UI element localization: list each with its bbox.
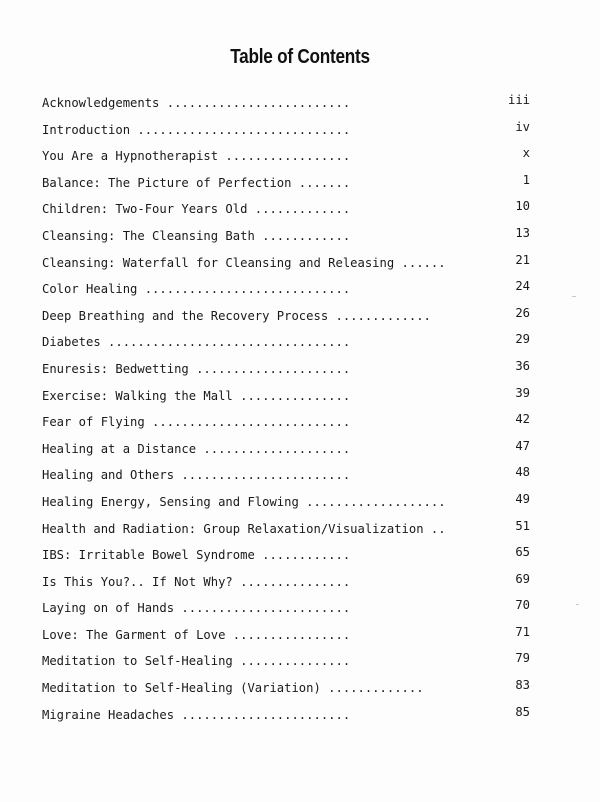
toc-entry — [42, 412, 530, 442]
toc-entry — [42, 225, 530, 256]
toc-entry-page: 69 — [515, 571, 530, 586]
toc-entry-title: Healing at a Distance .................... — [42, 441, 358, 456]
toc-entry — [42, 279, 530, 309]
toc-entry — [42, 545, 530, 575]
toc-entry-title: Healing and Others ....................... — [42, 468, 358, 483]
toc-entry-title: Laying on of Hands ....................... — [42, 601, 358, 616]
toc-entry — [42, 491, 530, 522]
toc-entry-title: Is This You?.. If Not Why? ............... — [42, 574, 358, 589]
toc-entry — [42, 385, 530, 416]
scan-speck — [576, 604, 579, 605]
toc-entry-title: Enuresis: Bedwetting ..................... — [42, 361, 358, 376]
toc-entry-page: 26 — [515, 305, 530, 320]
toc-entry-title: Exercise: Walking the Mall ............... — [42, 388, 358, 403]
toc-entry-page: iv — [515, 119, 530, 134]
toc-entry-page: 13 — [515, 225, 530, 240]
toc-entry-page: iii — [507, 93, 530, 107]
toc-entry — [42, 332, 530, 362]
toc-entry-title: Migraine Headaches ....................... — [42, 707, 358, 722]
toc-entry — [42, 704, 530, 735]
toc-entry — [42, 465, 530, 495]
toc-entry-page: 71 — [515, 624, 530, 639]
toc-entry-title: Color Healing ............................ — [42, 282, 358, 297]
toc-entry — [42, 199, 530, 229]
toc-entry-page: 83 — [515, 678, 530, 693]
toc-entry-page: 29 — [515, 332, 530, 347]
toc-entry-title: Diabetes ................................. — [42, 335, 358, 350]
toc-entry-title: Introduction ............................. — [42, 122, 358, 137]
toc-entry-page: 79 — [515, 651, 530, 666]
toc-entry-title: Healing Energy, Sensing and Flowing ................... — [42, 494, 446, 509]
toc-entry — [42, 146, 530, 176]
toc-entry — [42, 571, 530, 602]
toc-entry — [42, 438, 530, 469]
toc-entry-page: 51 — [515, 518, 530, 533]
toc-entry-title: You Are a Hypnotherapist ................. — [42, 149, 358, 164]
toc-entry — [42, 651, 530, 681]
toc-entry — [42, 305, 530, 336]
toc-entry-title: Health and Radiation: Group Relaxation/Visualization .. — [42, 521, 446, 536]
toc-entry-page: 1 — [522, 172, 530, 187]
toc-entry — [42, 678, 530, 708]
toc-entry-page: 70 — [515, 598, 530, 613]
toc-entry — [42, 119, 530, 150]
table-of-contents — [42, 93, 530, 734]
toc-entry-page: 10 — [515, 199, 530, 214]
toc-entry-page: 48 — [515, 465, 530, 480]
toc-entry-title: Fear of Flying ........................... — [42, 415, 358, 430]
toc-entry-title: Children: Two-Four Years Old ............. — [42, 202, 358, 217]
toc-entry-title: Meditation to Self-Healing (Variation) ............. — [42, 681, 424, 696]
toc-entry-page: 21 — [515, 252, 530, 267]
toc-entry — [42, 93, 530, 123]
toc-entry-page: 85 — [515, 704, 530, 719]
toc-entry — [42, 358, 530, 389]
toc-entry — [42, 252, 530, 283]
toc-entry-title: Balance: The Picture of Perfection ....... — [42, 175, 358, 190]
toc-entry — [42, 624, 530, 655]
toc-entry-page: 36 — [515, 358, 530, 373]
toc-entry-title: IBS: Irritable Bowel Syndrome ............ — [42, 548, 358, 563]
toc-entry-title: Deep Breathing and the Recovery Process ............. — [42, 308, 431, 323]
toc-entry-page: 47 — [515, 438, 530, 453]
toc-entry-title: Cleansing: The Cleansing Bath ............ — [42, 228, 358, 243]
toc-entry — [42, 598, 530, 628]
toc-entry-title: Meditation to Self-Healing ............... — [42, 654, 358, 669]
toc-entry — [42, 172, 530, 203]
toc-entry-page: 42 — [515, 412, 530, 427]
scan-speck — [572, 296, 576, 297]
toc-entry-page: 24 — [515, 279, 530, 294]
toc-entry-title: Cleansing: Waterfall for Cleansing and Releasing ...... — [42, 255, 446, 270]
toc-entry-page: 49 — [515, 491, 530, 506]
toc-entry — [42, 518, 530, 549]
toc-entry-page: x — [522, 146, 530, 161]
toc-entry-title: Acknowledgements ......................... — [42, 96, 358, 110]
page-title: Table of Contents — [230, 46, 370, 68]
toc-entry-title: Love: The Garment of Love ................ — [42, 627, 358, 642]
toc-entry-page: 39 — [515, 385, 530, 400]
toc-entry-page: 65 — [515, 545, 530, 560]
